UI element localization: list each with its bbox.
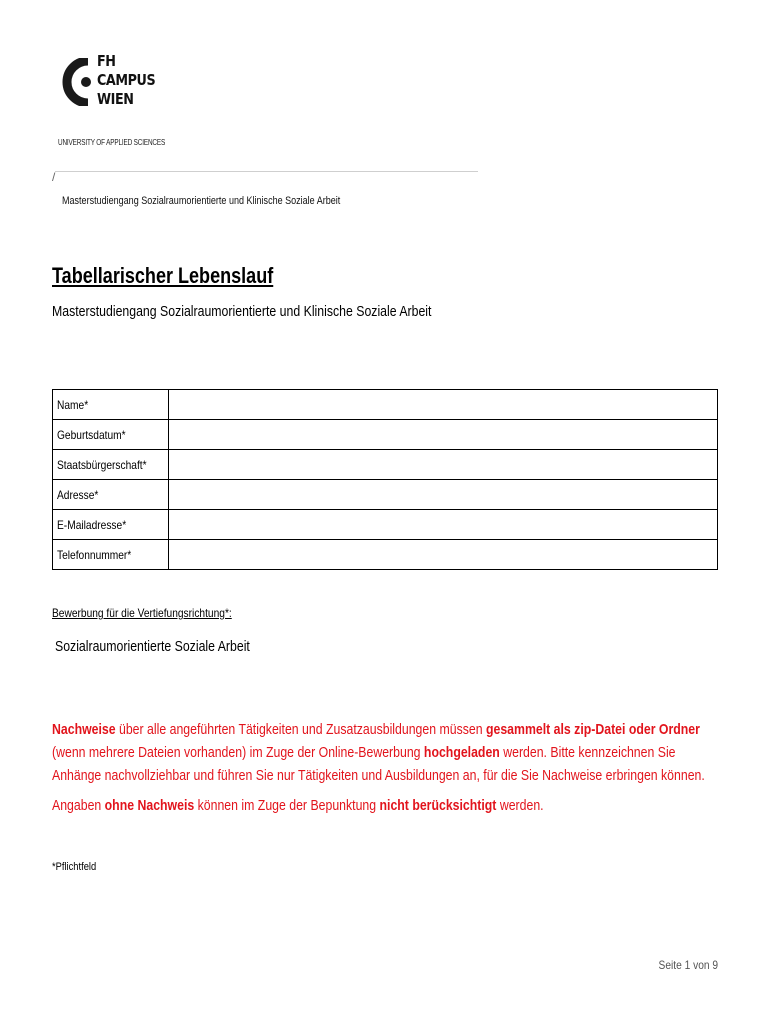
header-divider: [55, 171, 478, 172]
page-number: Seite 1 von 9: [658, 958, 718, 972]
field-label-citizenship: Staatsbürgerschaft*: [53, 450, 169, 480]
citizenship-field[interactable]: [169, 450, 718, 480]
address-field[interactable]: [169, 480, 718, 510]
logo-line-1: FH: [97, 52, 116, 70]
table-row: [53, 450, 718, 480]
campus-c-logo-icon: [60, 58, 94, 106]
table-row: [53, 390, 718, 420]
field-label-email: E-Mailadresse*: [53, 510, 169, 540]
required-field-note: *Pflichtfeld: [52, 861, 97, 873]
field-label-name: Name*: [53, 390, 169, 420]
logo-tagline: UNIVERSITY OF APPLIED SCIENCES: [58, 138, 166, 147]
phone-field[interactable]: [169, 540, 718, 570]
table-row: [53, 540, 718, 570]
logo-wordmark: [97, 52, 155, 109]
name-field[interactable]: [169, 390, 718, 420]
document-subtitle: Masterstudiengang Sozialraumorientierte und Klinische Soziale Arbeit: [52, 303, 432, 320]
document-title: Tabellarischer Lebenslauf: [52, 263, 274, 288]
logo-line-3: WIEN: [97, 90, 134, 108]
evidence-warning: Angaben ohne Nachweis können im Zuge der Bepunktung nicht berücksichtigt werden.: [52, 797, 544, 814]
logo-line-2: CAMPUS: [97, 71, 156, 89]
evidence-notice: Nachweise über alle angeführten Tätigkeiten und Zusatzausbildungen müssen gesammelt als zip-Datei oder Ordner (wenn mehrere Dateien vorhanden) im Zuge der Online-Bewerbung hochgeladen werden. Bitte kennzeichnen Sie Anhänge nachvollziehbar und führen Sie nur Tätigkeiten und Ausbildungen an, für die Sie Nachweise erbringen können.: [52, 721, 705, 784]
header-program-name: Masterstudiengang Sozialraumorientierte und Klinische Soziale Arbeit: [62, 195, 341, 207]
birthdate-field[interactable]: [169, 420, 718, 450]
specialization-value[interactable]: Sozialraumorientierte Soziale Arbeit: [55, 638, 250, 655]
specialization-label: Bewerbung für die Vertiefungsrichtung*:: [52, 606, 232, 620]
field-label-address: Adresse*: [53, 480, 169, 510]
table-row: [53, 510, 718, 540]
personal-data-table: [52, 389, 718, 570]
email-field[interactable]: [169, 510, 718, 540]
field-label-phone: Telefonnummer*: [53, 540, 169, 570]
table-row: [53, 420, 718, 450]
header-slash-mark: /: [52, 170, 56, 184]
field-label-birthdate: Geburtsdatum*: [53, 420, 169, 450]
fh-campus-wien-logo: [55, 50, 185, 150]
table-row: [53, 480, 718, 510]
